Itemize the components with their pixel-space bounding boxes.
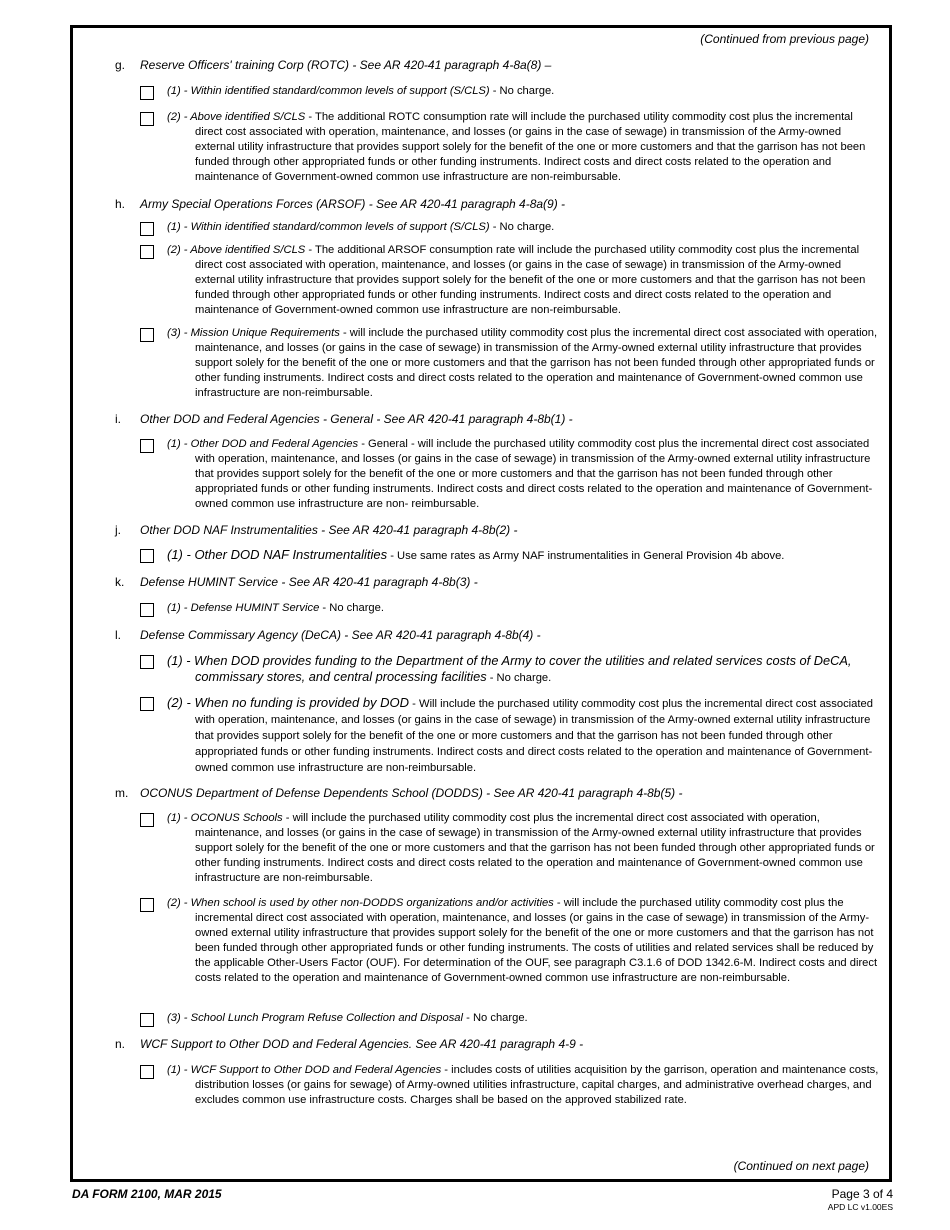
checkbox-m3[interactable] — [140, 1013, 154, 1027]
section-letter: k. — [115, 575, 125, 589]
section-title: Defense Commissary Agency (DeCA) - See AR 420-41 paragraph 4-8b(4) - — [140, 628, 541, 642]
item-text: - No charge. — [486, 672, 552, 684]
section-title: Reserve Officers' training Corp (ROTC) - See AR 420-41 paragraph 4-8a(8) – — [140, 58, 552, 72]
item-text: - No charge. — [319, 602, 384, 614]
section-letter: i. — [115, 412, 121, 426]
section-title: Other DOD NAF Instrumentalities - See AR 420-41 paragraph 4-8b(2) - — [140, 523, 518, 537]
checkbox-h1[interactable] — [140, 222, 154, 236]
checkbox-l1[interactable] — [140, 655, 154, 669]
checkbox-g2[interactable] — [140, 112, 154, 126]
page-number: Page 3 of 4 — [831, 1187, 893, 1201]
checkbox-j1[interactable] — [140, 549, 154, 563]
item-label: (3) - Mission Unique Requirements — [167, 327, 340, 339]
item-label: (2) - Above identified S/CLS — [167, 111, 306, 123]
item-text: - No charge. — [463, 1012, 528, 1024]
form-identifier: DA FORM 2100, MAR 2015 — [72, 1187, 222, 1201]
section-title: Defense HUMINT Service - See AR 420-41 paragraph 4-8b(3) - — [140, 575, 478, 589]
checkbox-h2[interactable] — [140, 245, 154, 259]
continued-next-note: (Continued on next page) — [733, 1159, 869, 1173]
section-letter: g. — [115, 58, 126, 72]
item-text: - includes costs of utilities acquisition by the garrison, operation and maintenance costs, distribution losses (or gains for sewage) of Army-owned utilities infrastructure, capital charges, and administrative overhead charges, and excludes common use infrastructure costs. Charges shall be based on the approved stabilized rate. — [195, 1064, 879, 1107]
item-text: - will include the purchased utility commodity cost plus the incremental direct cost associated with operation, maintenance, and losses (or gains in the case of sewage) in transmission of the Army-owned external utility infrastructure that provides support solely for the benefit of the one or more customers and that the garrison has not been funded through other appropriated funds or other funding instruments. The costs of utilities and related services shall be reduced by the applicable Other-Users Factor (OUF). For determination of the OUF, see paragraph C3.1.6 of DOD 1342.6-M. Indirect costs and direct costs related to the operation and maintenance of Government-owned common use infrastructure are non-reimbursable. — [195, 897, 878, 985]
checkbox-n1[interactable] — [140, 1065, 154, 1079]
section-title: Army Special Operations Forces (ARSOF) - See AR 420-41 paragraph 4-8a(9) - — [140, 197, 566, 211]
section-title: WCF Support to Other DOD and Federal Agencies. See AR 420-41 paragraph 4-9 - — [140, 1037, 584, 1051]
checkbox-h3[interactable] — [140, 328, 154, 342]
item-label: (2) - When no funding is provided by DOD — [167, 695, 410, 710]
section-title: Other DOD and Federal Agencies - General - See AR 420-41 paragraph 4-8b(1) - — [140, 412, 573, 426]
item-label: (1) - When DOD provides funding to the Department of the Army to cover the utilities and related services costs of DeCA, commissary stores, and central processing facilities — [167, 653, 852, 684]
item-text: - Use same rates as Army NAF instrumentalities in General Provision 4b above. — [387, 550, 785, 562]
checkbox-i1[interactable] — [140, 439, 154, 453]
item-label: (1) - Defense HUMINT Service — [167, 602, 320, 614]
checkbox-l2[interactable] — [140, 697, 154, 711]
item-label: (2) - When school is used by other non-DODDS organizations and/or activities — [167, 897, 554, 909]
item-text: - will include the purchased utility commodity cost plus the incremental direct cost associated with operation, maintenance, and losses (or gains in the case of sewage) in transmission of the Army-owned external utility infrastructure that provides support solely for the benefit of the one or more customers and that the garrison has not been funded through other appropriated funds or other funding instruments. Indirect costs and direct costs related to the operation and maintenance of Government-owned common use infrastructure are non-reimbursable. — [195, 812, 875, 885]
item-label: (2) - Above identified S/CLS — [167, 244, 306, 256]
item-label: (1) - WCF Support to Other DOD and Federal Agencies — [167, 1064, 442, 1076]
item-label: (1) - OCONUS Schools — [167, 812, 283, 824]
section-letter: n. — [115, 1037, 126, 1051]
section-title: OCONUS Department of Defense Dependents School (DODDS) - See AR 420-41 paragraph 4-8b(5) - — [140, 786, 683, 800]
checkbox-m2[interactable] — [140, 898, 154, 912]
form-version: APD LC v1.00ES — [827, 1202, 893, 1212]
item-label: (1) - Other DOD NAF Instrumentalities — [167, 547, 388, 562]
checkbox-g1[interactable] — [140, 86, 154, 100]
section-letter: j. — [115, 523, 121, 537]
item-label: (1) - Other DOD and Federal Agencies — [167, 438, 359, 450]
item-label: (1) - Within identified standard/common levels of support (S/CLS) — [167, 221, 490, 233]
item-text: - No charge. — [489, 85, 555, 97]
section-letter: m. — [115, 786, 129, 800]
item-text: - No charge. — [489, 221, 555, 233]
section-letter: h. — [115, 197, 126, 211]
item-label: (3) - School Lunch Program Refuse Collection and Disposal — [167, 1012, 463, 1024]
item-text: - The additional ARSOF consumption rate will include the purchased utility commodity cost plus the incremental direct cost associated with operation, maintenance, and losses (or gains in the case of sewage) in transmission of the Army-owned external utility infrastructure that provides support solely for the benefit of the one or more customers and that the garrison has not been funded through other appropriated funds or other funding instruments. Indirect costs and direct costs related to the operation and maintenance of Government-owned common use infrastructure are non-reimbursable. — [195, 244, 866, 317]
form-frame — [70, 25, 892, 1182]
continued-from-note: (Continued from previous page) — [700, 32, 869, 46]
item-text: - General - will include the purchased utility commodity cost plus the incremental direct cost associated with operation, maintenance, and losses (or gains in the case of sewage) in transmission of the Army-owned external utility infrastructure that provides support solely for the benefit of the one or more customers and that the garrison has not been funded through other appropriated funds or other funding instruments. Indirect costs and direct costs related to the operation and maintenance of Government-owned common use infrastructure are non- reimbursable. — [195, 438, 873, 511]
item-label: (1) - Within identified standard/common levels of support (S/CLS) — [167, 85, 490, 97]
item-text: - The additional ROTC consumption rate will include the purchased utility commodity cost plus the incremental direct cost associated with operation, maintenance, and losses (or gains in the case of sewage) in transmission of the Army-owned external utility infrastructure that provides support solely for the benefit of the one or more customers and that the garrison has not been funded through other appropriated funds or other funding instruments. Indirect costs and direct costs related to the operation and maintenance of Government-owned common use infrastructure are non-reimbursable. — [195, 111, 866, 184]
item-text: - Will include the purchased utility commodity cost plus the incremental direct cost associated with operation, maintenance, and losses (or gains in the case of sewage) in transmission of the Army-owned external utility infrastructure that provides support solely for the benefit of the one or more customers and that the garrison has not been funded through other appropriated funds or other funding instruments. Indirect costs and direct costs related to the operation and maintenance of Government-owned common use infrastructure are non-reimbursable. — [195, 698, 873, 774]
item-text: - will include the purchased utility commodity cost plus the incremental direct cost associated with operation, maintenance, and losses (or gains in the case of sewage) in transmission of the Army-owned external utility infrastructure that provides support solely for the benefit of the one or more customers and that the garrison has not been funded through other appropriated funds or other funding instruments. Indirect costs and direct costs related to the operation and maintenance of Government-owned common use infrastructure are non-reimbursable. — [195, 327, 878, 400]
checkbox-m1[interactable] — [140, 813, 154, 827]
checkbox-k1[interactable] — [140, 603, 154, 617]
section-letter: l. — [115, 628, 121, 642]
